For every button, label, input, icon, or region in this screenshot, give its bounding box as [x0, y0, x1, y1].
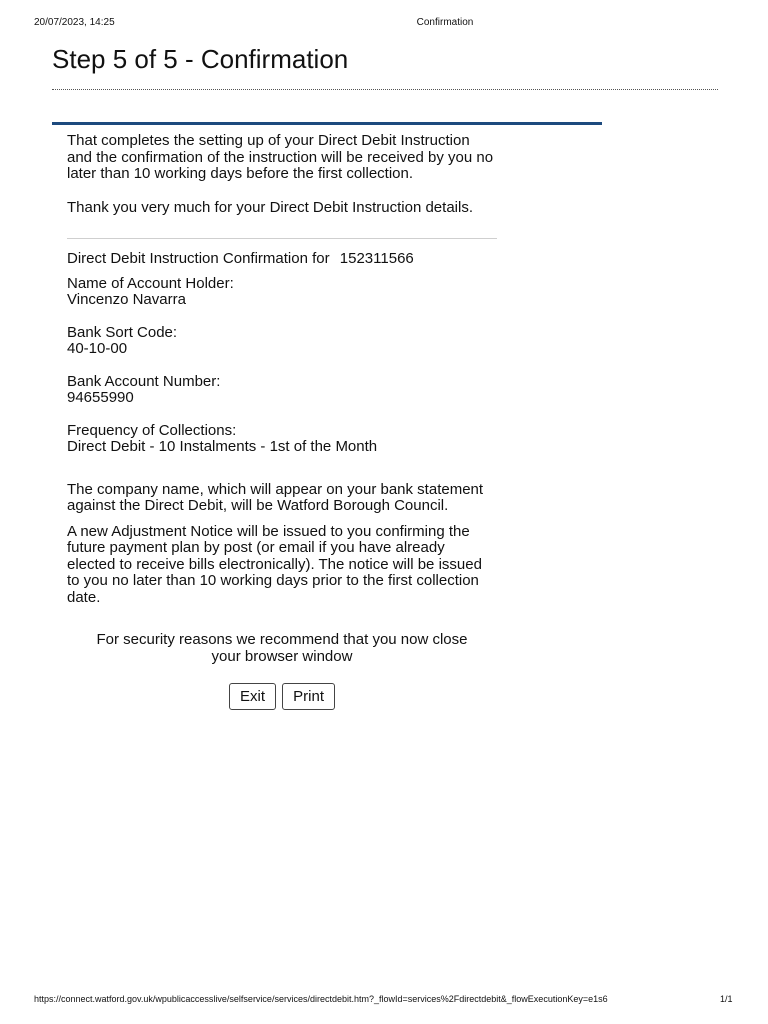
company-name-note: The company name, which will appear on your bank statement against the Direct Debit, will be Watford Borough Council. [67, 480, 484, 514]
security-line-1: For security reasons we recommend that you now close [96, 631, 468, 648]
adjustment-notice-text: A new Adjustment Notice will be issued to you confirming the future payment plan by post (or email if you have already elected to receive bills electronically). The notice will be issued to you no later than 10 working days prior to the first collection date. [67, 522, 482, 606]
confirmation-panel [67, 133, 497, 710]
print-header [0, 17, 768, 31]
field-value: 94655990 [67, 389, 134, 406]
security-line-2: your browser window [211, 647, 353, 665]
exit-button[interactable]: Exit [229, 683, 276, 710]
field-value: Vincenzo Navarra [67, 291, 186, 308]
page-title: Step 5 of 5 - Confirmation [52, 44, 349, 74]
confirmation-label: Direct Debit Instruction Confirmation for [67, 250, 330, 267]
thanks-text: Thank you very much for your Direct Debit Instruction details. [67, 198, 473, 216]
account-holder-field [67, 276, 497, 309]
intro-text: That completes the setting up of your Direct Debit Instruction and the confirmation of the instruction will be received by you no later than 10 working days before the first collection. [67, 132, 494, 182]
frequency-field [67, 423, 497, 456]
field-label: Bank Account Number: [67, 372, 221, 390]
print-doc-title: Confirmation [416, 17, 474, 28]
action-buttons [67, 683, 497, 710]
details-divider [67, 238, 497, 239]
field-value: Direct Debit - 10 Instalments - 1st of the Month [67, 438, 378, 455]
account-number-field [67, 374, 497, 407]
field-label: Frequency of Collections: [67, 421, 237, 439]
print-button[interactable]: Print [282, 683, 335, 710]
field-label: Bank Sort Code: [67, 323, 178, 341]
field-label: Name of Account Holder: [67, 274, 234, 292]
security-message [67, 632, 497, 665]
print-timestamp: 20/07/2023, 14:25 [34, 17, 115, 28]
page-count: 1/1 [720, 994, 733, 1004]
confirmation-heading [67, 251, 497, 268]
page-url: https://connect.watford.gov.uk/wpublicaccesslive/selfservice/services/directdebit.htm?_flowId=services%2Fdirectdebit&_flowExecutionKey=e1s6 [34, 994, 608, 1004]
confirmation-reference: 152311566 [339, 250, 414, 267]
section-divider [52, 122, 602, 125]
print-footer [0, 994, 768, 1008]
title-divider [52, 89, 718, 90]
field-value: 40-10-00 [67, 340, 128, 357]
sort-code-field [67, 325, 497, 358]
